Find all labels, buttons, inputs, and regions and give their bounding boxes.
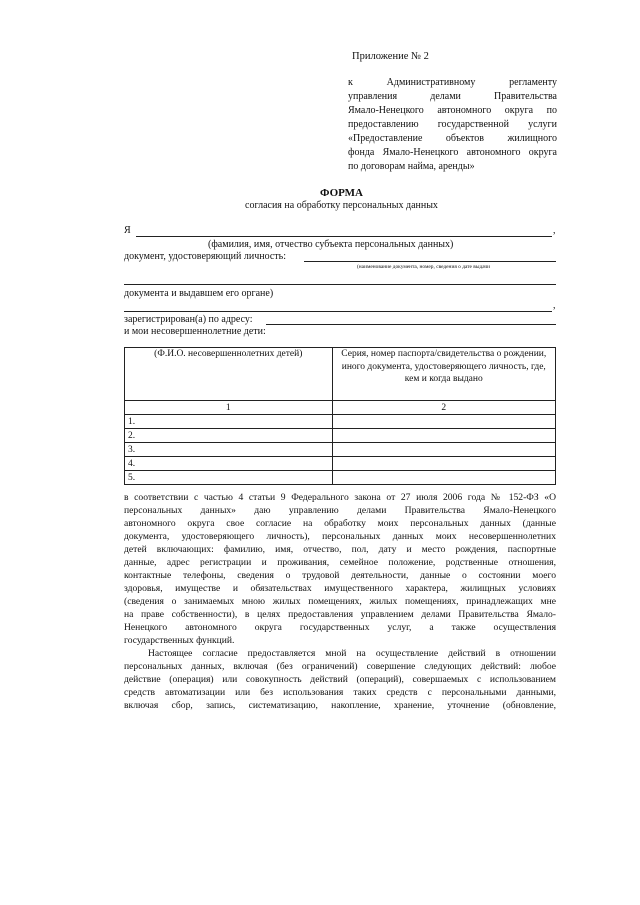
paragraph-line: Ненецкого автономного округа государственных услуг, а также осуществления <box>124 622 556 633</box>
column-number: 2 <box>332 401 555 415</box>
table-row <box>125 471 556 485</box>
row-number-cell[interactable]: 3. <box>125 443 333 457</box>
i-label: Я <box>124 225 131 236</box>
appendix-line: управления делами Правительства <box>348 91 557 102</box>
appendix-line: фонда Ямало-Ненецкого автономного округа <box>348 147 557 158</box>
document-cell[interactable] <box>332 457 555 471</box>
column-number: 1 <box>125 401 333 415</box>
form-title: ФОРМА <box>320 187 363 199</box>
paragraph-line: Настоящее согласие предоставляется мной на осуществление действий в отношении <box>148 648 556 659</box>
document-field[interactable] <box>304 261 556 262</box>
appendix-line: по договорам найма, аренды» <box>348 161 475 172</box>
document-cell[interactable] <box>332 443 555 457</box>
column-header-fio: (Ф.И.О. несовершеннолетних детей) <box>125 348 333 401</box>
fio-field[interactable] <box>136 236 552 237</box>
paragraph-line: документа, удостоверяющего личность), персональных данных моих несовершеннолетних <box>124 531 556 542</box>
children-label: и мои несовершеннолетние дети: <box>124 326 266 337</box>
row-number-cell[interactable]: 5. <box>125 471 333 485</box>
table-header-row <box>125 348 556 401</box>
appendix-reference <box>348 76 557 174</box>
document-cell[interactable] <box>332 415 555 429</box>
row-number-cell[interactable]: 1. <box>125 415 333 429</box>
paragraph-line: данные, адрес регистрации и проживания, семейное положение, родственные отношения, <box>124 557 556 568</box>
registered-label: зарегистрирован(а) по адресу: <box>124 314 253 325</box>
issuer-label: документа и выдавшем его органе) <box>124 288 274 299</box>
appendix-line: «Предоставление объектов жилищного <box>348 133 557 144</box>
document-cell[interactable] <box>332 471 555 485</box>
document-cell[interactable] <box>332 429 555 443</box>
paragraph-line: детей включающих: фамилию, имя, отчество, пол, дату и место рождения, паспортные <box>124 544 556 555</box>
appendix-line: Ямало-Ненецкого автономного округа по <box>348 105 557 116</box>
paragraph-line: на праве собственности), в целях предоставления управлением делами Правительства Ямало- <box>124 609 556 620</box>
paragraph-line: государственных функций. <box>124 635 235 646</box>
paragraph-line: действие (операция) или совокупность действий (операций), совершаемых с использованием <box>124 674 556 685</box>
table-row <box>125 443 556 457</box>
paragraph-line: персональных данных» даю управлению делами Правительства Ямало-Ненецкого <box>124 505 556 516</box>
fio-comma: , <box>553 225 556 236</box>
appendix-line: к Административному регламенту <box>348 77 557 88</box>
row-number-cell[interactable]: 2. <box>125 429 333 443</box>
issuer-comma: , <box>553 300 556 311</box>
document-label: документ, удостоверяющий личность: <box>124 251 286 262</box>
paragraph-line: средств автоматизации или без использования таких средств с персональными данными, <box>124 687 556 698</box>
column-header-document: Серия, номер паспорта/свидетельства о рождении, иного документа, удостоверяющего личность, где, кем и когда выдано <box>332 348 555 401</box>
document-hint: (наименование документа, номер, сведения о дате выдачи <box>357 264 490 270</box>
issuer-field[interactable] <box>124 311 552 312</box>
address-field[interactable] <box>266 324 556 325</box>
paragraph-line: здоровья, имуществе и обязательствах имущественного характера, жилищных условиях <box>124 583 556 594</box>
table-row <box>125 415 556 429</box>
table-row <box>125 429 556 443</box>
paragraph-line: контактные телефоны, сведения о трудовой деятельности, данные о состоянии моего <box>124 570 556 581</box>
table-column-numbers <box>125 401 556 415</box>
paragraph-line: автономного округа свое согласие на обработку моих персональных данных (данные <box>124 518 556 529</box>
form-subtitle: согласия на обработку персональных данных <box>245 200 438 211</box>
appendix-title: Приложение № 2 <box>352 51 429 62</box>
consent-paragraph <box>124 491 556 647</box>
paragraph-line: включая сбор, запись, систематизацию, накопление, хранение, уточнение (обновление, <box>124 700 556 711</box>
row-number-cell[interactable]: 4. <box>125 457 333 471</box>
children-table <box>124 347 556 485</box>
paragraph-line: (сведения о занимаемых мною жилых помещениях, жилых помещениях, принадлежащих мне <box>124 596 556 607</box>
appendix-line: предоставлению государственной услуги <box>348 119 557 130</box>
document-field-line2[interactable] <box>124 284 556 285</box>
paragraph-line: в соответствии с частью 4 статьи 9 Федерального закона от 27 июля 2006 года № 152-ФЗ «О <box>124 492 556 503</box>
table-row <box>125 457 556 471</box>
paragraph-line: персональных данных, включая (без ограничений) совершение следующих действий: любое <box>124 661 556 672</box>
actions-paragraph <box>124 647 556 712</box>
fio-hint: (фамилия, имя, отчество субъекта персональных данных) <box>208 239 454 250</box>
